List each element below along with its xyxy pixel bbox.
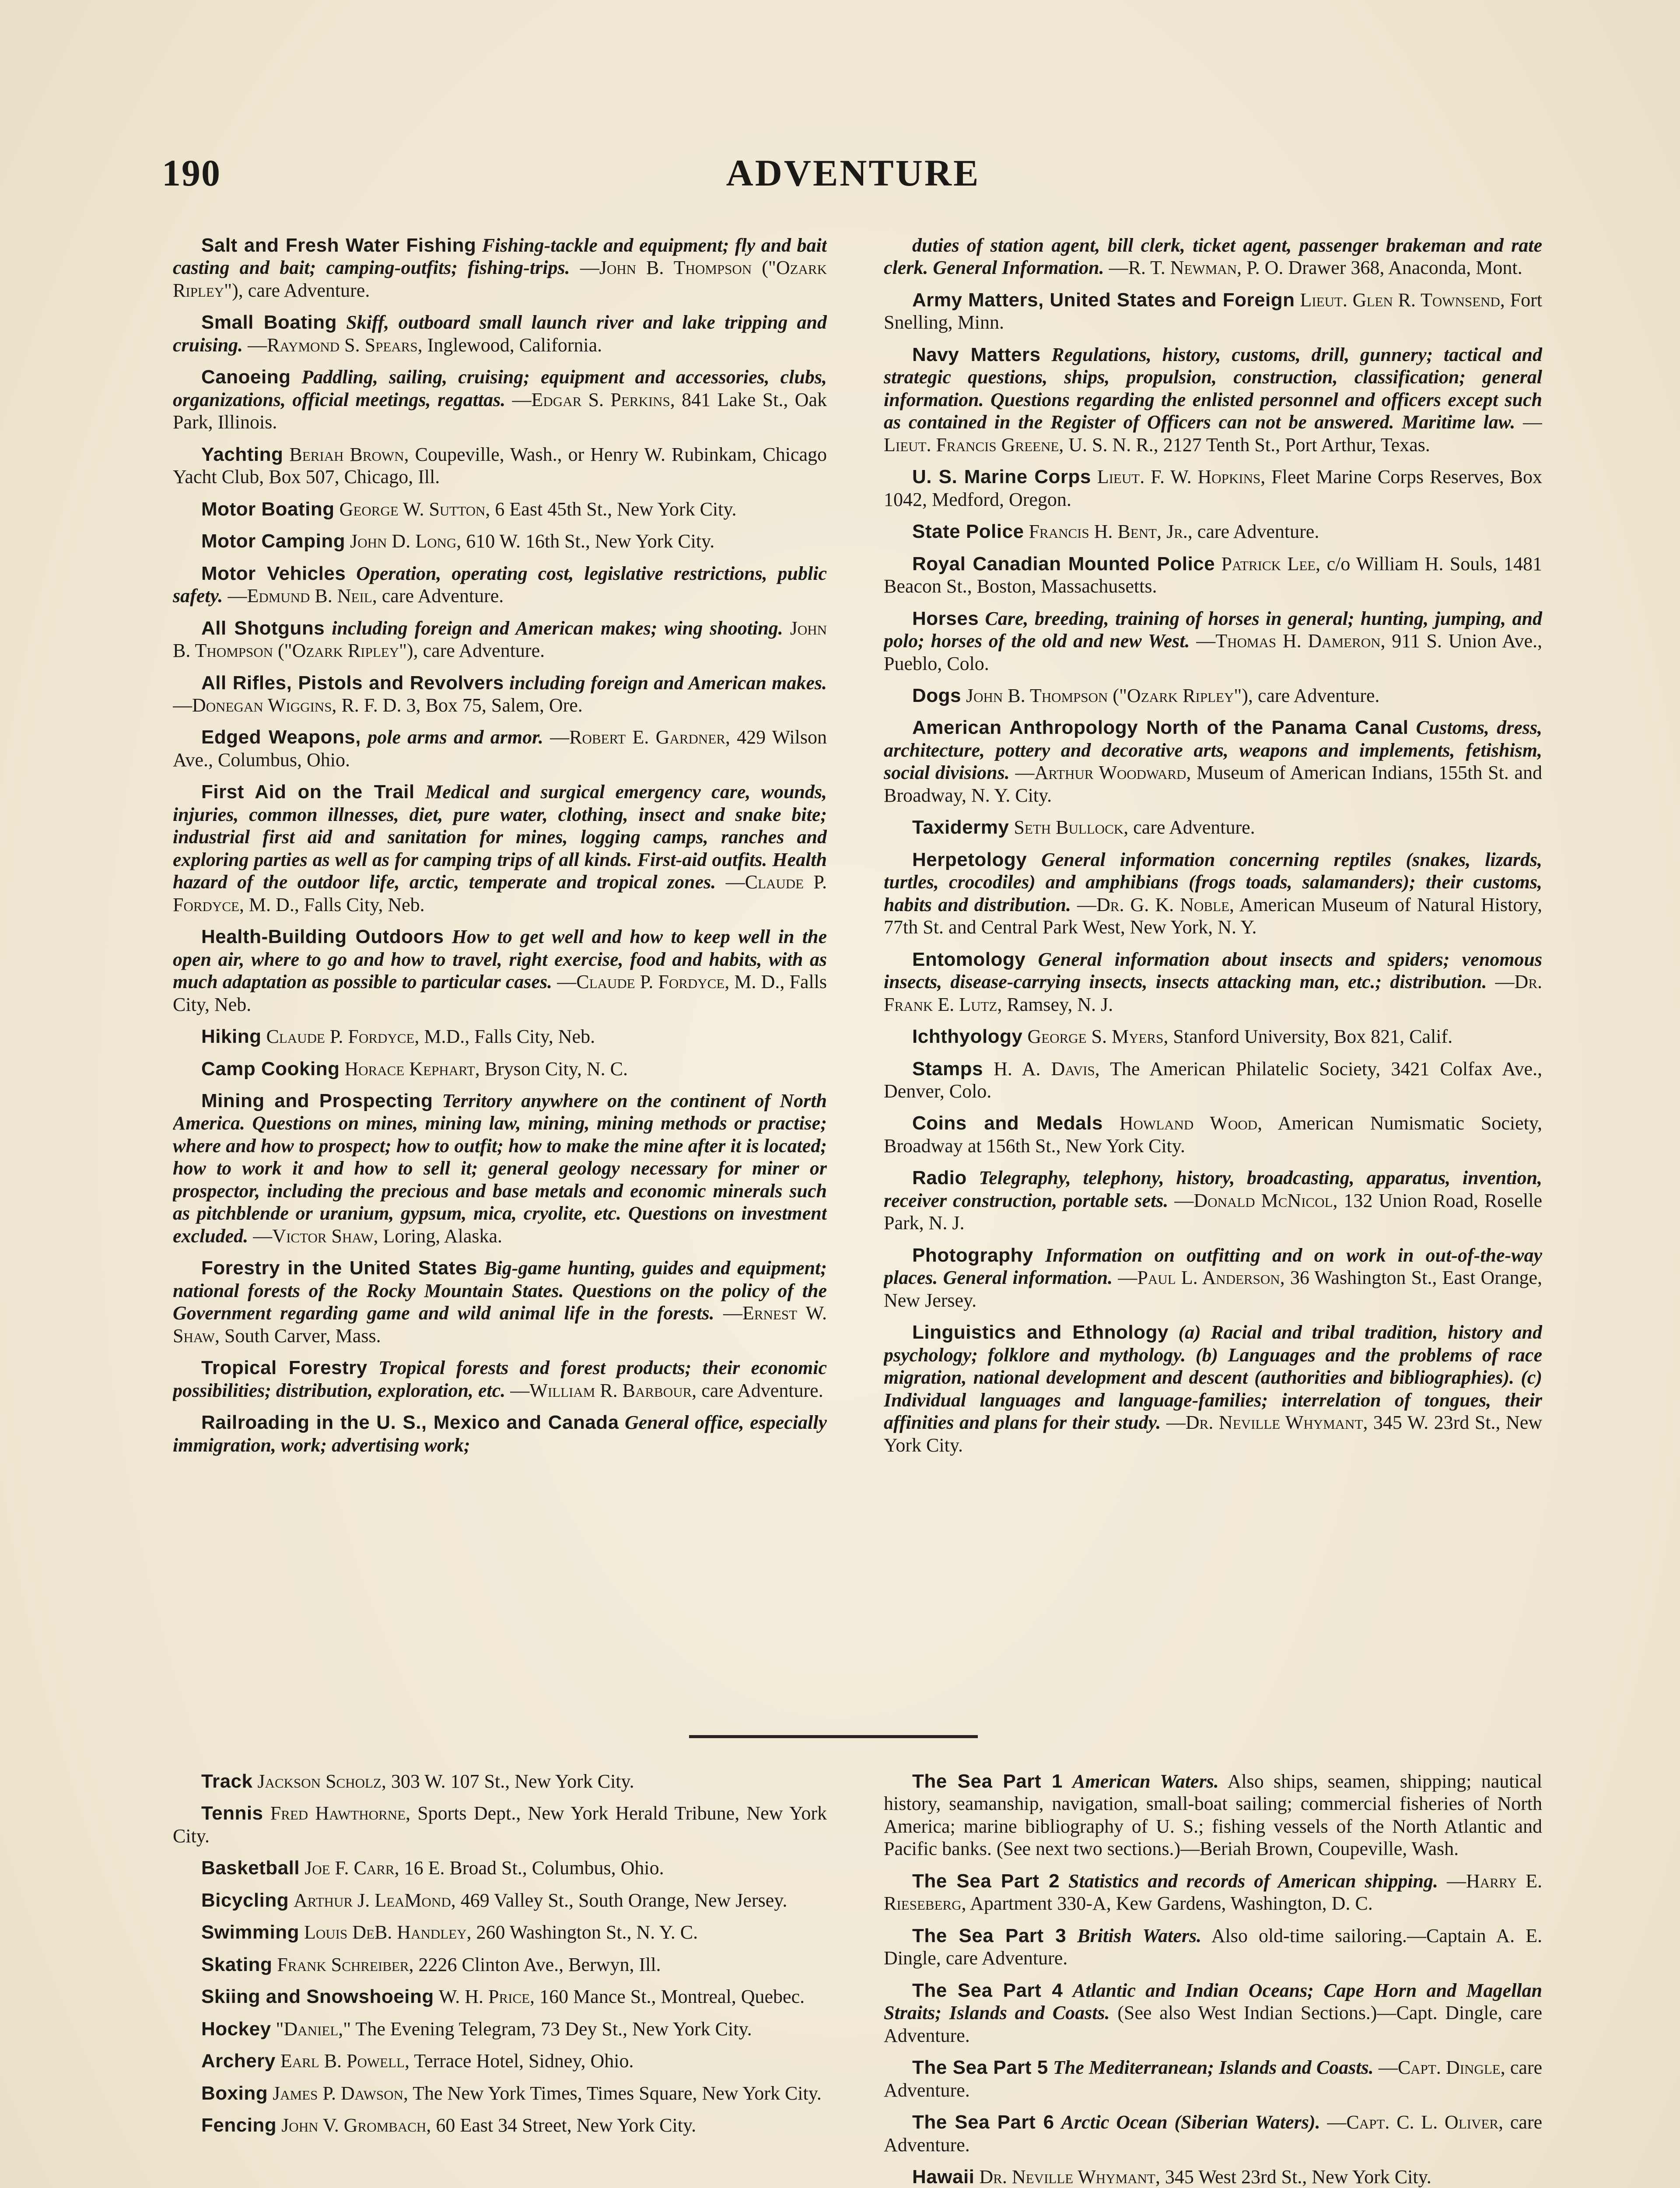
entry-expert: —Donald McNicol, (1174, 1189, 1338, 1211)
entry-address: Falls City, Neb. (304, 894, 425, 915)
entry-expert: Frank Schreiber, (277, 1953, 414, 1975)
directory-entry (173, 366, 827, 433)
directory-entry (884, 466, 1542, 511)
entry-topic: Basketball (201, 1857, 300, 1879)
entry-topic: Coins and Medals (912, 1112, 1103, 1134)
entry-description: including foreign and American makes. (509, 672, 827, 694)
entry-description: including foreign and American makes; wing shooting. (332, 617, 783, 639)
entry-address: 345 W. 23rd St., New York City. (884, 1412, 1542, 1456)
directory-entry (173, 1802, 827, 1847)
entry-expert: —Harry E. Rieseberg, (884, 1870, 1542, 1914)
entry-topic: Navy Matters (912, 344, 1041, 365)
entry-address: c/o William H. Souls, 1481 Beacon St., Boston, Massachusetts. (884, 553, 1542, 597)
directory-entry (884, 344, 1542, 456)
entry-address: 160 Mance St., Montreal, Quebec. (539, 1986, 805, 2008)
entry-expert: —John B. Thompson ("Ozark Ripley"), (173, 257, 827, 301)
entry-expert: John D. Long, (350, 530, 462, 552)
entry-expert: —Edgar S. Perkins, (512, 389, 675, 410)
entry-topic: Stamps (912, 1058, 983, 1080)
entry-topic: Yachting (201, 443, 284, 465)
entry-expert: W. H. Price, (438, 1986, 535, 2008)
directory-entry (173, 926, 827, 1016)
directory-entry (173, 1411, 827, 1456)
entry-expert: —Donegan Wiggins, (173, 694, 337, 716)
entry-expert: —Victor Shaw, (253, 1225, 378, 1247)
entry-topic: All Shotguns (201, 617, 325, 639)
entry-expert: —Edmund B. Neil, (228, 585, 377, 607)
entry-topic: Hiking (201, 1026, 262, 1048)
entry-expert: —Thomas H. Dameron, (1196, 630, 1386, 652)
entry-description: Information on outfitting and on work in out-of-the-way places. General information. (884, 1244, 1542, 1289)
entry-description: Arctic Ocean (Siberian Waters). (1061, 2111, 1320, 2133)
directory-entry (173, 498, 827, 520)
entry-topic: Edged Weapons, (201, 726, 361, 748)
entry-expert: —Claude P. Fordyce, M. D., (557, 971, 785, 993)
entry-description: General information concerning reptiles (snakes, lizards, turtles, crocodiles) and amphibians (frogs toads, salamanders); their customs, habits and distribution. (884, 849, 1542, 915)
entry-topic: Track (201, 1771, 253, 1792)
entry-expert: Jackson Scholz, (257, 1771, 386, 1792)
entry-expert: John B. Thompson ("Ozark Ripley"), (966, 684, 1253, 706)
entry-topic: Small Boating (201, 312, 337, 333)
page-header (162, 151, 1544, 199)
entry-topic: The Sea Part 1 (912, 1771, 1063, 1792)
entry-topic: Hockey (201, 2018, 271, 2040)
directory-entry (173, 1857, 827, 1879)
entry-topic: All Rifles, Pistols and Revolvers (201, 672, 504, 694)
directory-entry (884, 1058, 1542, 1103)
entry-address: Apartment 330-A, Kew Gardens, Washington, D. C. (970, 1893, 1373, 1914)
entry-address: R. F. D. 3, Box 75, Salem, Ore. (341, 694, 583, 716)
directory-entry (884, 684, 1542, 707)
entry-address: care Adventure. (382, 585, 504, 607)
lower-right-column (884, 1770, 1542, 2188)
entry-description: Statistics and records of American shipping. (1068, 1870, 1438, 1892)
entry-topic: Hawaii (912, 2166, 975, 2188)
lower-left-column (173, 1770, 827, 2188)
entry-address: care Adventure. (884, 2057, 1542, 2101)
directory-entry (173, 443, 827, 488)
entry-expert: —Raymond S. Spears, (248, 334, 423, 356)
entry-address: 132 Union Road, Roselle Park, N. J. (884, 1189, 1542, 1234)
entry-topic: Mining and Prospecting (201, 1090, 433, 1112)
entry-topic: Health-Building Outdoors (201, 926, 444, 948)
entry-address: 6 East 45th St., New York City. (495, 498, 737, 520)
entry-description: Customs, dress, architecture, pottery and decorative arts, weapons and implements, fetishism, social divisions. (884, 717, 1542, 784)
entry-address: care Adventure. (1197, 521, 1320, 543)
directory-entry (173, 311, 827, 356)
entry-address: P. O. Drawer 368, Anaconda, Mont. (1246, 257, 1522, 279)
directory-entry (884, 948, 1542, 1016)
entry-address: care Adventure. (701, 1379, 823, 1401)
entry-topic: The Sea Part 6 (912, 2111, 1054, 2133)
directory-entry (173, 1257, 827, 1347)
entry-description: Tropical forests and forest products; their economic possibilities; distribution, exploration, etc. (173, 1357, 827, 1401)
entry-description: How to get well and how to keep well in the open air, where to go and how to travel, right exercise, food and habits, with as much adaptation as possible to particular cases. (173, 926, 827, 993)
entry-description: Care, breeding, training of horses in general; hunting, jumping, and polo; horses of the old and new West. (884, 607, 1542, 652)
entry-expert: John B. Thompson ("Ozark Ripley"), (173, 617, 827, 662)
directory-entry (173, 1770, 827, 1792)
entry-address: 841 Lake St., Oak Park, Illinois. (173, 389, 827, 433)
entry-description: (a) Racial and tribal tradition, history and psychology; folklore and mythology. (b) Languages and the problems of race migration, national development and descent (authorities and bibliographies). (c) Individual languages and language-families; interrelation of tongues, their affinities and plans for their study. (884, 1322, 1542, 1434)
directory-entry (884, 520, 1542, 543)
entry-expert: Howland Wood, (1119, 1112, 1263, 1134)
entry-address: Coupeville, Wash., or Henry W. Rubinkam, Chicago Yacht Club, Box 507, Chicago, Ill. (173, 443, 827, 488)
entry-address: Stanford University, Box 821, Calif. (1173, 1026, 1453, 1048)
entry-description: Paddling, sailing, cruising; equipment and accessories, clubs, organizations, official meetings, regattas. (173, 366, 827, 410)
entry-topic: Camp Cooking (201, 1058, 340, 1080)
directory-entry (173, 726, 827, 771)
entry-address: (See also West Indian Sections.)—Capt. Dingle, care Adventure. (884, 2002, 1542, 2046)
entry-expert: —Dr. G. K. Noble, (1077, 894, 1234, 915)
entry-topic: Army Matters, United States and Foreign (912, 289, 1295, 311)
entry-description: pole arms and armor. (368, 726, 543, 748)
entry-expert: George S. Myers, (1027, 1026, 1169, 1048)
entry-topic: The Sea Part 2 (912, 1870, 1060, 1892)
entry-expert: —William R. Barbour, (510, 1379, 697, 1401)
directory-entry (173, 672, 827, 717)
entry-topic: Boxing (201, 2082, 268, 2104)
entry-address: 911 S. Union Ave., Pueblo, Colo. (884, 630, 1542, 674)
entry-topic: Motor Vehicles (201, 562, 346, 584)
entry-address: South Carver, Mass. (224, 1325, 381, 1346)
directory-entry (884, 553, 1542, 598)
entry-address: American Numismatic Society, Broadway at 156th St., New York City. (884, 1112, 1542, 1157)
directory-entry (173, 1985, 827, 2008)
directory-entry (884, 1770, 1542, 1860)
page-number: 190 (162, 152, 221, 194)
entry-topic: Taxidermy (912, 817, 1009, 838)
directory-entry (884, 1167, 1542, 1234)
entry-expert: George W. Sutton, (339, 498, 490, 520)
entry-expert: Patrick Lee, (1221, 553, 1321, 575)
running-title: ADVENTURE (726, 152, 980, 194)
entry-address: 610 W. 16th St., New York City. (466, 530, 715, 552)
entry-description: Big-game hunting, guides and equipment; national forests of the Rocky Mountain States. Questions on the policy of the Government regarding game and wild animal life in the forests. (173, 1257, 827, 1324)
entry-topic: The Sea Part 5 (912, 2057, 1048, 2079)
entry-topic: Royal Canadian Mounted Police (912, 553, 1215, 575)
entry-expert: Francis H. Bent, Jr., (1029, 521, 1193, 543)
entry-topic: Fencing (201, 2114, 277, 2136)
directory-entry (884, 716, 1542, 806)
entry-address: care Adventure. (423, 640, 545, 662)
entry-expert: —R. T. Newman, (1109, 257, 1242, 279)
directory-entry (173, 2018, 827, 2040)
entry-topic: Railroading in the U. S., Mexico and Canada (201, 1412, 619, 1434)
directory-entry (173, 2114, 827, 2136)
entry-address: Inglewood, California. (427, 334, 602, 356)
entry-description: Atlantic and Indian Oceans; Cape Horn and Magellan Straits; Islands and Coasts. (884, 1979, 1542, 2024)
directory-entry (884, 607, 1542, 675)
entry-description: Fishing-tackle and equipment; fly and bait casting and bait; camping-outfits; fishing-trips. (173, 235, 827, 279)
directory-entry (173, 2082, 827, 2104)
entry-description: duties of station agent, bill clerk, ticket agent, passenger brakeman and rate clerk. General Information. (884, 235, 1542, 279)
entry-address: 429 Wilson Ave., Columbus, Ohio. (173, 726, 827, 771)
upper-right-column (884, 234, 1542, 1694)
entry-description: British Waters. (1077, 1925, 1202, 1946)
directory-entry (884, 816, 1542, 838)
entry-topic: Swimming (201, 1922, 300, 1943)
entry-address: The Evening Telegram, 73 Dey St., New York City. (355, 2018, 752, 2040)
entry-address: Sports Dept., New York Herald Tribune, New York City. (173, 1802, 827, 1847)
entry-expert: "Daniel," (276, 2018, 351, 2040)
entry-expert: Louis DeB. Handley, (304, 1922, 472, 1943)
entry-topic: Linguistics and Ethnology (912, 1322, 1169, 1343)
entry-expert: H. A. Davis, (994, 1058, 1100, 1080)
directory-entry (884, 1321, 1542, 1456)
entry-topic: Tropical Forestry (201, 1357, 368, 1379)
directory-entry (884, 234, 1542, 279)
entry-description: Operation, operating cost, legislative restrictions, public safety. (173, 562, 827, 607)
entry-topic: The Sea Part 3 (912, 1925, 1067, 1946)
entry-address: care Adventure. (248, 279, 370, 301)
entry-expert: —Paul L. Anderson, (1118, 1267, 1285, 1289)
entry-address: Fleet Marine Corps Reserves, Box 1042, Medford, Oregon. (884, 466, 1542, 510)
entry-address: Fort Snelling, Minn. (884, 289, 1542, 333)
entry-expert: Beriah Brown, (289, 443, 409, 465)
entry-address: American Museum of Natural History, 77th St. and Central Park West, New York, N. Y. (884, 894, 1542, 938)
directory-entry (173, 562, 827, 607)
entry-address: Museum of American Indians, 155th St. and Broadway, N. Y. City. (884, 762, 1542, 806)
section-divider (689, 1735, 978, 1738)
entry-expert: —Dr. Neville Whymant, (1166, 1412, 1368, 1434)
directory-entry (884, 2111, 1542, 2156)
directory-entry (884, 289, 1542, 334)
entry-address: The New York Times, Times Square, New York City. (413, 2082, 822, 2104)
entry-topic: Salt and Fresh Water Fishing (201, 235, 476, 256)
entry-address: Also ships, seamen, shipping; nautical history, seamanship, navigation, small-boat sailing; commercial fisheries of North America; marine bibliography of U. S.; fishing vessels of the North Atlantic and Pacific banks. (See next two sections.)—Beriah Brown, Coupeville, Wash. (884, 1771, 1542, 1860)
entry-address: Terrace Hotel, Sidney, Ohio. (414, 2050, 634, 2072)
entry-address: 469 Valley St., South Orange, New Jersey. (460, 1889, 788, 1911)
entry-address: 60 East 34 Street, New York City. (436, 2114, 696, 2136)
directory-entry (173, 1357, 827, 1402)
entry-address: The American Philatelic Society, 3421 Colfax Ave., Denver, Colo. (884, 1058, 1542, 1102)
directory-entry (173, 2050, 827, 2072)
entry-topic: Herpetology (912, 849, 1027, 870)
directory-entry (884, 849, 1542, 939)
entry-address: care Adventure. (1133, 817, 1255, 838)
entry-topic: Bicycling (201, 1889, 289, 1911)
entry-expert: —Capt. C. L. Oliver, (1327, 2111, 1503, 2133)
entry-topic: Archery (201, 2050, 276, 2072)
entry-address: 2226 Clinton Ave., Berwyn, Ill. (418, 1953, 661, 1975)
upper-left-column (173, 234, 827, 1694)
entry-topic: Forestry in the United States (201, 1257, 477, 1279)
directory-entry (173, 1921, 827, 1943)
entry-address: 16 E. Broad St., Columbus, Ohio. (404, 1857, 664, 1879)
directory-entry (173, 1090, 827, 1247)
directory-entry (884, 2056, 1542, 2101)
entry-topic: Radio (912, 1167, 967, 1189)
entry-address: 345 West 23rd St., New York City. (1165, 2166, 1432, 2188)
entry-address: 303 W. 107 St., New York City. (391, 1771, 634, 1792)
directory-entry (884, 1025, 1542, 1048)
entry-topic: Skating (201, 1953, 273, 1975)
entry-description: General information about insects and spiders; venomous insects, disease-carrying insects, insects attacking man, etc.; distribution. (884, 948, 1542, 993)
entry-topic: Dogs (912, 684, 961, 706)
entry-expert: Joe F. Carr, (304, 1857, 399, 1879)
directory-entry (173, 530, 827, 552)
entry-expert: John V. Grombach, (281, 2114, 431, 2136)
entry-topic: Ichthyology (912, 1026, 1023, 1048)
entry-description: Medical and surgical emergency care, wounds, injuries, common illnesses, diet, pure water, clothing, insect and snake bite; industrial first aid and sanitation for mines, logging camps, ranches and exploring parties as well as for camping trips of all kinds. First-aid outfits. Health hazard of the outdoor life, arctic, temperate and tropical zones. (173, 781, 827, 893)
directory-entry (173, 1058, 827, 1080)
entry-expert: Seth Bullock, (1014, 817, 1129, 838)
entry-expert: Fred Hawthorne, (270, 1802, 411, 1824)
entry-expert: Horace Kephart, (344, 1058, 480, 1080)
entry-topic: Entomology (912, 948, 1026, 970)
entry-description: Territory anywhere on the continent of North America. Questions on mines, mining law, mining, mining methods or practise; where and how to prospect; how to outfit; how to make the mine after it is located; how to work it and how to sell it; general geology necessary for miner or prospector, including the precious and base metals and economic minerals such as pitchblende or uranium, gypsum, mica, cryolite, etc. Questions on investment excluded. (173, 1090, 827, 1247)
entry-expert: Earl B. Powell, (280, 2050, 410, 2072)
entry-address: 2127 Tenth St., Port Arthur, Texas. (1163, 434, 1430, 456)
entry-topic: Skiing and Snowshoeing (201, 1986, 434, 2008)
directory-entry (173, 1025, 827, 1048)
entry-description: The Mediterranean; Islands and Coasts. (1053, 2057, 1374, 2079)
entry-address: Loring, Alaska. (383, 1225, 503, 1247)
entry-description: Regulations, history, customs, drill, gunnery; tactical and strategic questions, ships, propulsion, construction, classification; general information. Questions regarding the enlisted personnel and officers except such as contained in the Register of Officers can not be answered. Maritime law. (884, 344, 1542, 433)
entry-topic: Horses (912, 607, 979, 629)
entry-expert: —Dr. Frank E. Lutz, (884, 971, 1542, 1015)
entry-topic: Tennis (201, 1802, 263, 1824)
entry-address: care Adventure. (1257, 684, 1380, 706)
entry-expert: —Robert E. Gardner, (550, 726, 730, 748)
entry-description: Skiff, outboard small launch river and lake tripping and cruising. (173, 312, 827, 356)
entry-address: Falls City, Neb. (173, 971, 827, 1015)
entry-address: Ramsey, N. J. (1007, 993, 1113, 1015)
entry-expert: —Claude P. Fordyce, M. D., (173, 871, 827, 915)
entry-expert: Arthur J. LeaMond, (294, 1889, 456, 1911)
directory-entry (173, 781, 827, 916)
entry-expert: Lieut. F. W. Hopkins, (1097, 466, 1266, 488)
directory-entry (884, 1925, 1542, 1970)
entry-address: 36 Washington St., East Orange, New Jersey. (884, 1267, 1542, 1311)
entry-expert: —Ernest W. Shaw, (173, 1302, 827, 1346)
entry-description: General office, especially immigration, work; advertising work; (173, 1412, 827, 1456)
entry-address: Also old-time sailoring.—Captain A. E. Dingle, care Adventure. (884, 1925, 1542, 1969)
entry-topic: Motor Boating (201, 498, 335, 520)
directory-entry (884, 2166, 1542, 2188)
directory-entry (173, 1889, 827, 1911)
entry-address: Bryson City, N. C. (484, 1058, 628, 1080)
entry-expert: Lieut. Glen R. Townsend, (1300, 289, 1505, 311)
entry-description: Telegraphy, telephony, history, broadcasting, apparatus, invention, receiver construction, portable sets. (884, 1167, 1542, 1211)
entry-topic: Motor Camping (201, 530, 346, 552)
directory-entry (173, 1953, 827, 1976)
entry-address: 260 Washington St., N. Y. C. (476, 1922, 698, 1943)
entry-expert: —Lieut. Francis Greene, U. S. N. R., (884, 411, 1542, 456)
entry-description: American Waters. (1072, 1771, 1219, 1792)
directory-entry (173, 617, 827, 662)
entry-expert: —Capt. Dingle, (1378, 2057, 1505, 2079)
entry-topic: American Anthropology North of the Panama Canal (912, 717, 1409, 739)
directory-entry (884, 1244, 1542, 1311)
entry-expert: Dr. Neville Whymant, (979, 2166, 1160, 2188)
entry-address: Falls City, Neb. (474, 1026, 595, 1048)
directory-entry (884, 1979, 1542, 2047)
directory-entry (884, 1112, 1542, 1157)
entry-topic: State Police (912, 521, 1024, 543)
entry-expert: Claude P. Fordyce, M.D., (266, 1026, 470, 1048)
directory-entry (173, 234, 827, 302)
directory-entry (884, 1870, 1542, 1915)
entry-topic: Photography (912, 1244, 1033, 1266)
entry-topic: Canoeing (201, 366, 291, 388)
entry-topic: First Aid on the Trail (201, 781, 415, 803)
entry-expert: —Arthur Woodward, (1015, 762, 1191, 784)
entry-topic: U. S. Marine Corps (912, 466, 1091, 488)
entry-expert: James P. Dawson, (273, 2082, 408, 2104)
entry-address: care Adventure. (884, 2111, 1542, 2156)
entry-topic: The Sea Part 4 (912, 1979, 1063, 2001)
